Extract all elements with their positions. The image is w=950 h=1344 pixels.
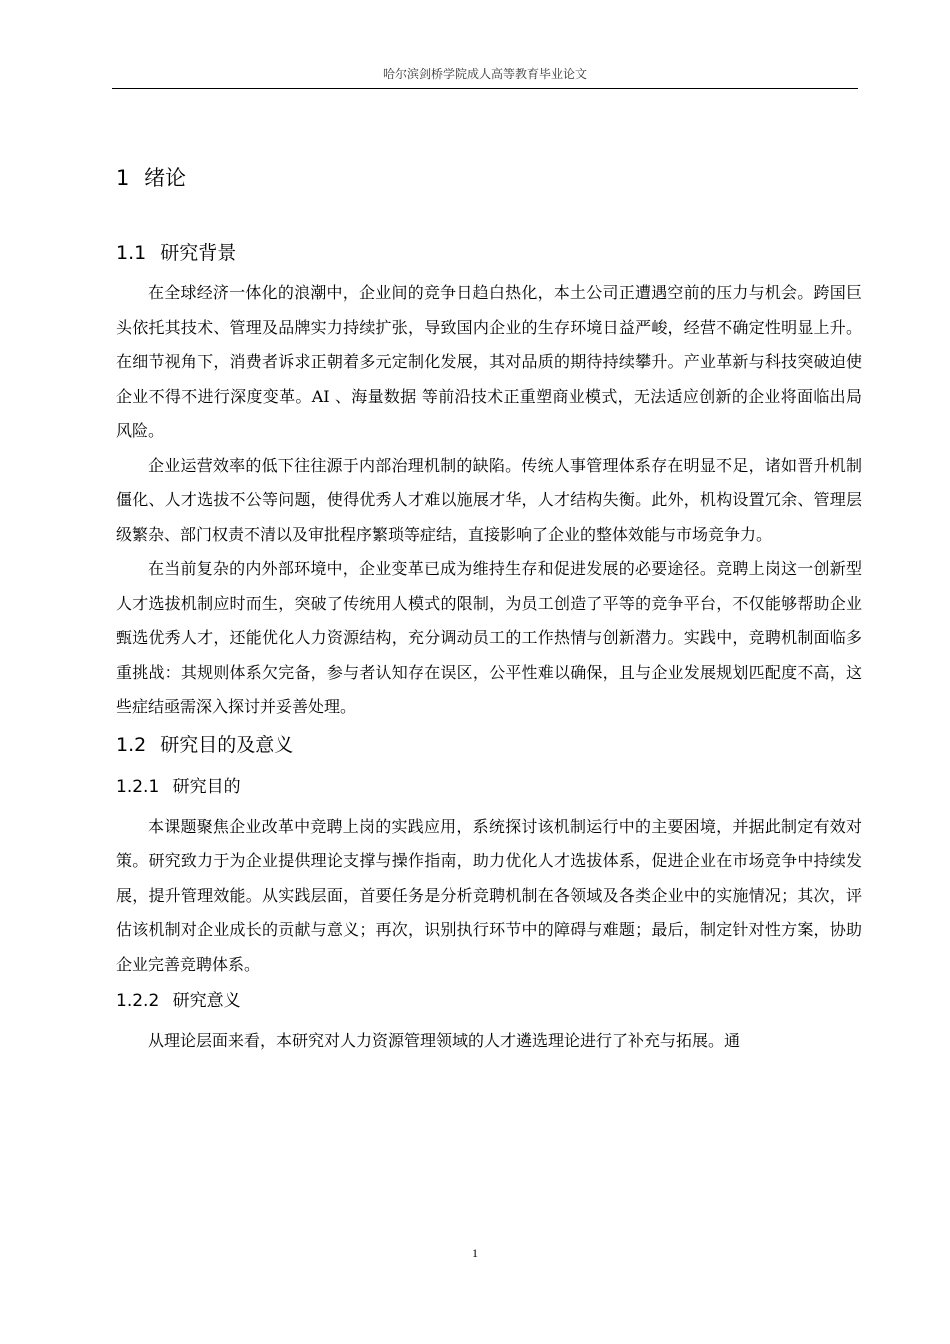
section-title: 研究背景 <box>160 242 237 264</box>
page-footer <box>0 1246 950 1261</box>
page-content <box>116 150 862 1059</box>
subsection-number: 1.2.2 <box>116 991 160 1011</box>
page-number: 1 <box>472 1246 478 1260</box>
paragraph: 从理论层面来看，本研究对人力资源管理领域的人才遴选理论进行了补充与拓展。通 <box>148 1031 741 1050</box>
chapter-title: 绪论 <box>144 166 187 190</box>
subsection-number: 1.2.1 <box>116 776 160 797</box>
header-title: 哈尔滨剑桥学院成人高等教育毕业论文 <box>382 67 587 81</box>
section-heading-1-1 <box>116 233 862 273</box>
section-title: 研究目的及意义 <box>160 733 294 756</box>
section-number: 1.1 <box>116 242 147 264</box>
subsection-heading-1-2-2 <box>116 982 862 1020</box>
paragraph: 在全球经济一体化的浪潮中，企业间的竞争日趋白热化，本土公司正遭遇空前的压力与机会。跨国巨头依托其技术、管理及品牌实力持续扩张，导致国内企业的生存环境日益严峻，经营不确定性明显上升。在细节视角下，消费者诉求正朝着多元定制化发展，其对品质的期待持续攀升。产业革新与科技突破迫使企业不得不进行深度变革。AI 、海量数据 等前沿技术正重塑商业模式，无法适应创新的企业将面临出局风险。 <box>116 283 862 440</box>
paragraph: 企业运营效率的低下往往源于内部治理机制的缺陷。传统人事管理体系存在明显不足，诸如晋升机制僵化、人才选拔不公等问题，使得优秀人才难以施展才华，人才结构失衡。此外，机构设置冗余、管理层级繁杂、部门权责不清以及审批程序繁琐等症结，直接影响了企业的整体效能与市场竞争力。 <box>116 455 862 544</box>
subsection-title: 研究意义 <box>172 991 241 1011</box>
paragraph: 在当前复杂的内外部环境中，企业变革已成为维持生存和促进发展的必要途径。竞聘上岗这一创新型人才选拔机制应时而生，突破了传统用人模式的限制，为员工创造了平等的竞争平台，不仅能够帮助企业甄选优秀人才，还能优化人力资源结构，充分调动员工的工作热情与创新潜力。实践中，竞聘机制面临多重挑战：其规则体系欠完备，参与者认知存在误区，公平性难以确保，且与企业发展规划匹配度不高，这些症结亟需深入探讨并妥善处理。 <box>116 559 862 716</box>
subsection-heading-1-2-1 <box>116 768 862 806</box>
section-number: 1.2 <box>116 733 147 756</box>
section-heading-1-2 <box>116 725 862 765</box>
chapter-number: 1 <box>116 166 130 190</box>
paragraph: 本课题聚焦企业改革中竞聘上岗的实践应用，系统探讨该机制运行中的主要困境，并据此制定有效对策。研究致力于为企业提供理论支撑与操作指南，助力优化人才选拔体系，促进企业在市场竞争中持续发展，提升管理效能。从实践层面，首要任务是分析竞聘机制在各领域及各类企业中的实施情况；其次，评估该机制对企业成长的贡献与意义；再次，识别执行环节中的障碍与难题；最后，制定针对性方案，协助企业完善竞聘体系。 <box>116 816 862 974</box>
subsection-title: 研究目的 <box>172 776 241 797</box>
page-header <box>112 62 858 89</box>
chapter-heading <box>116 150 862 206</box>
